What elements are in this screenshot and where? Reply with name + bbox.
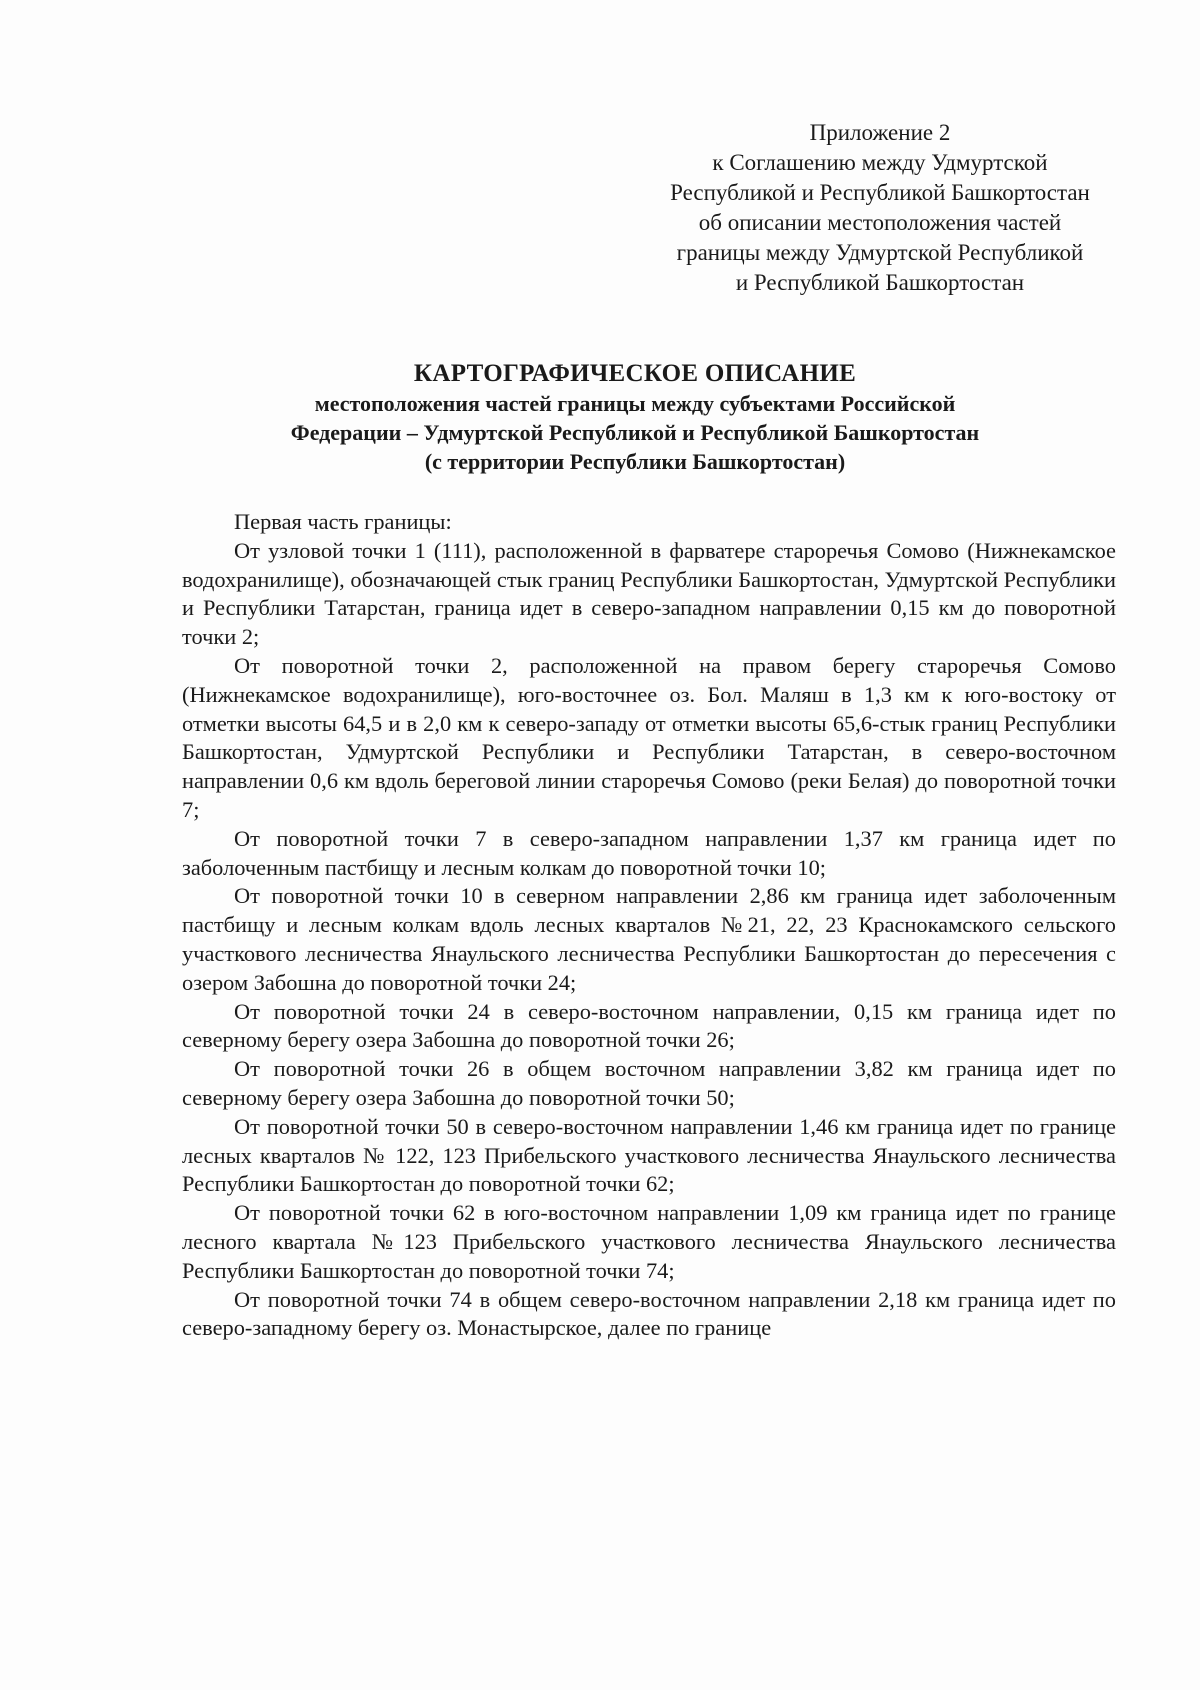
body-paragraph: От поворотной точки 26 в общем восточном направлении 3,82 км граница идет по северному берегу озера Забошна до поворотной точки 50;	[182, 1056, 1116, 1110]
body-paragraph: От поворотной точки 24 в северо-восточном направлении, 0,15 км граница идет по северному берегу озера Забошна до поворотной точки 26;	[182, 998, 1116, 1053]
appendix-line: Республикой и Республикой Башкортостан	[670, 180, 1090, 205]
document-title	[150, 358, 1120, 476]
appendix-header	[620, 118, 1140, 298]
title-subline: Федерации – Удмуртской Республикой и Республикой Башкортостан	[290, 420, 980, 445]
appendix-line: Приложение 2	[809, 120, 951, 145]
body-paragraph: От поворотной точки 10 в северном направлении 2,86 км граница идет заболоченным пастбищу и лесным колкам вдоль лесных кварталов №21, 22, 23 Краснокамского сельского участкового лесничества Янаульского лесничества Республики Башкортостан до пересечения с озером Забошна до поворотной точки 24;	[182, 883, 1116, 995]
body-paragraph: От поворотной точки 62 в юго-восточном направлении 1,09 км граница идет по границе лесного квартала №123 Прибельского участкового лесничества Янаульского лесничества Республики Башкортостан до поворотной точки 74;	[182, 1200, 1116, 1283]
appendix-line: и Республикой Башкортостан	[735, 270, 1025, 295]
body-paragraph: От поворотной точки 50 в северо-восточном направлении 1,46 км граница идет по границе лесных кварталов № 122, 123 Прибельского участкового лесничества Янаульского лесничества Республики Башкортостан до поворотной точки 62;	[182, 1113, 1116, 1197]
appendix-line: к Соглашению между Удмуртской	[712, 150, 1048, 175]
document-body	[182, 508, 1116, 1343]
appendix-line: границы между Удмуртской Республикой	[676, 240, 1084, 265]
title-subline: (с территории Республики Башкортостан)	[424, 449, 846, 474]
body-paragraph: От узловой точки 1 (111), расположенной в фарватере староречья Сомово (Нижнекамское водохранилище), обозначающей стык границ Республики Башкортостан, Удмуртской Республики и Республики Татарстан, граница идет в северо-западном направлении 0,15 км до поворотной точки 2;	[182, 537, 1116, 650]
title-main: КАРТОГРАФИЧЕСКОЕ ОПИСАНИЕ	[413, 360, 857, 387]
body-paragraph: От поворотной точки 2, расположенной на правом берегу староречья Сомово (Нижнекамское водохранилище), юго-восточнее оз. Бол. Маляш в 1,3 км к юго-востоку от отметки высоты 64,5 и в 2,0 км к северо-западу от отметки высоты 65,6-стык границ Республики Башкортостан, Удмуртской Республики и Республики Татарстан, в северо-восточном направлении 0,6 км вдоль береговой линии староречья Сомово (реки Белая) до поворотной точки 7;	[182, 652, 1116, 822]
title-subline: местоположения частей границы между субъектами Российской	[314, 391, 956, 416]
section-heading: Первая часть границы:	[234, 509, 452, 534]
appendix-line: об описании местоположения частей	[698, 210, 1062, 235]
body-paragraph: От поворотной точки 74 в общем северо-восточном направлении 2,18 км граница идет по северо-западному берегу оз. Монастырское, далее по границе	[182, 1286, 1116, 1341]
body-paragraph: От поворотной точки 7 в северо-западном направлении 1,37 км граница идет по заболоченным пастбищу и лесным колкам до поворотной точки 10;	[182, 825, 1116, 880]
